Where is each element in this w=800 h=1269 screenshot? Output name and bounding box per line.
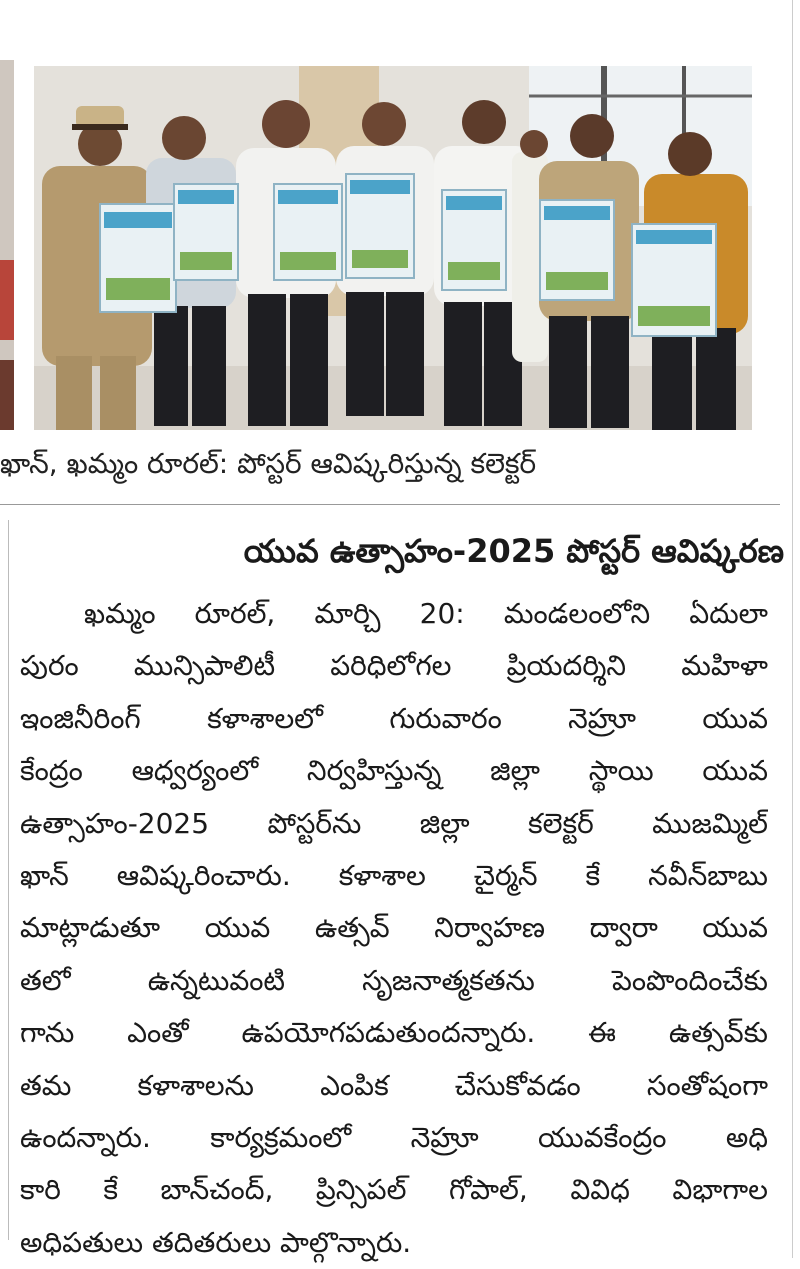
column-rule-right <box>792 0 793 1258</box>
article-body <box>20 588 768 1269</box>
news-photo <box>34 66 752 430</box>
body-line: కేంద్రం ఆధ్వర్యంలో నిర్వహిస్తున్న జిల్లా స్థాయి యువ <box>20 754 768 788</box>
body-line: ఉత్సాహం-2025 పోస్టర్‌ను జిల్లా కలెక్టర్ ముజమ్మిల్ <box>20 806 768 840</box>
body-line: ఖాన్ ఆవిష్కరించారు. కళాశాల చైర్మన్ కే నవీన్‌బాబు <box>20 858 768 892</box>
body-line: గాను ఎంతో ఉపయోగపడుతుందన్నారు. ఈ ఉత్సవ్‌కు <box>20 1016 768 1050</box>
body-line: అధిపతులు తదితరులు పాల్గొన్నారు. <box>20 1225 412 1259</box>
body-line: పురం మున్సిపాలిటీ పరిధిలోగల ప్రియదర్శిని మహిళా <box>20 649 768 683</box>
body-line: ఉందన్నారు. కార్యక్రమంలో నెహ్రూ యువకేంద్రం అధి <box>20 1120 768 1154</box>
body-line: మాట్లాడుతూ యువ ఉత్సవ్ నిర్వాహణ ద్వారా యువ <box>20 911 768 945</box>
body-line: కారి కే బాన్‌చంద్, ప్రిన్సిపల్ గోపాల్, వివిధ విభాగాల <box>20 1173 768 1207</box>
caption-divider <box>0 504 780 505</box>
column-rule-left <box>8 520 9 1240</box>
article-headline: యువ ఉత్సాహం-2025 పోస్టర్ ఆవిష్కరణ <box>243 532 784 570</box>
body-line: తలో ఉన్నటువంటి సృజనాత్మకతను పెంపొందించేకు <box>20 963 768 997</box>
photo-caption: ఖాన్, ఖమ్మం రూరల్: పోస్టర్ ఆవిష్కరిస్తున్న కలెక్టర్ <box>0 447 537 480</box>
adjacent-photo-edge <box>0 60 14 430</box>
body-line: ఇంజినీరింగ్ కళాశాలలో గురువారం నెహ్రూ యువ <box>20 701 768 735</box>
body-line: ఖమ్మం రూరల్, మార్చి 20: మండలంలోని ఏదులా <box>84 597 768 630</box>
body-line: తమ కళాశాలను ఎంపిక చేసుకోవడం సంతోషంగా <box>20 1068 768 1102</box>
